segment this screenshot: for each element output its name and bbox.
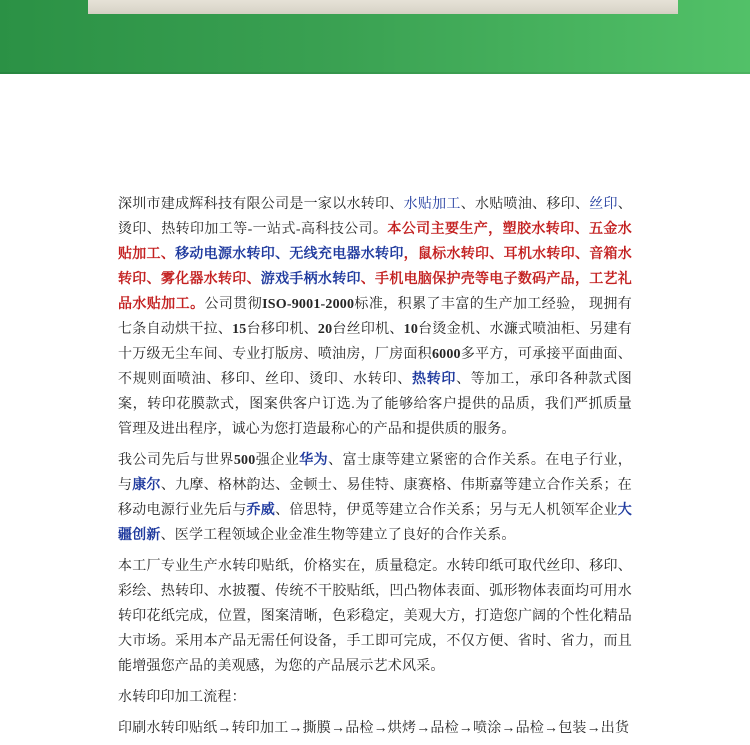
text-run: 大疆创新 bbox=[118, 503, 632, 543]
text-run: 、手机电脑保护壳等电子数码产品，工艺礼品水贴加工。 bbox=[118, 272, 632, 312]
text-run: 多平方，可承接平面曲面、不规则面喷油、移印、丝印、烫印、水转印、 bbox=[118, 347, 632, 387]
text-run: 10 bbox=[403, 322, 419, 337]
process-flow bbox=[118, 716, 632, 741]
text-run: 本工厂专业生产水转印贴纸，价格实在，质量稳定。水转印纸可取代丝印、移印、彩绘、热转印、水披覆、传统不干胶贴纸，凹凸物体表面、弧形物体表面均可用水转印花纸完成，位置，图案清晰，色彩稳定，美观大方，打造您广阔的个性化精品大市场。采用本产品无需任何设备，手工即可完成，不仅方便、省时、省力，而且能增强您产品的美观感，为您的产品展示艺术风采。 bbox=[118, 559, 632, 674]
text-run: 、医学工程领域企业金准生物等建立了良好的合作关系。 bbox=[160, 528, 516, 543]
text-run: 20 bbox=[317, 322, 333, 337]
text-run: 乔威 bbox=[246, 503, 276, 518]
text-run: 移动电源水转印、无线充电器水转印 bbox=[175, 247, 404, 262]
text-run: 水转印印加工流程： bbox=[118, 690, 246, 705]
text-run: 水贴加工 bbox=[403, 197, 461, 212]
product-paragraph bbox=[118, 554, 632, 679]
text-run: ，鼠标水转印、耳机水转印、音箱水转印、雾化器水转印、 bbox=[118, 247, 633, 287]
text-run: 公司贯彻 bbox=[204, 297, 263, 312]
intro-paragraph bbox=[118, 192, 632, 442]
text-run: 康尔 bbox=[132, 478, 161, 493]
text-run: 、九摩、格林韵达、金顿士、易佳特、康赛格、伟斯嘉等建立合作关系；在移动电源行业先后与 bbox=[118, 478, 632, 518]
text-run: 印刷水转印贴纸→转印加工→撕膜→品检→烘烤→品检→喷涂→品检→包装→出货 bbox=[118, 721, 630, 736]
text-run: 本公司主要生产，塑胶水转印、五金水贴加工、 bbox=[118, 222, 632, 262]
text-run: 游戏手柄水转印 bbox=[260, 272, 361, 287]
partial-photo-strip bbox=[88, 0, 678, 14]
text-run: 、富士康等建立紧密的合作关系。在电子行业，与 bbox=[118, 453, 632, 493]
page-header-banner bbox=[0, 0, 750, 74]
partners-paragraph bbox=[118, 448, 632, 548]
text-run: 、倍思特，伊觅等建立合作关系；另与无人机领军企业 bbox=[275, 503, 618, 518]
text-run: 我公司先后与世界 bbox=[118, 453, 234, 468]
text-run: 15 bbox=[232, 322, 247, 337]
text-run: 丝印 bbox=[589, 197, 618, 212]
text-run: 标准，积累了丰富的生产加工经验， 现拥有七条自动烘干拉、 bbox=[118, 297, 632, 337]
text-run: 、等加工，承印各种款式图案，转印花膜款式，图案供客户订选.为了能够给客户提供的品质，我们严抓质量管理及进出程序，诚心为您打造最称心的产品和提供质的服务。 bbox=[118, 372, 633, 437]
text-run: 深圳市建成辉科技有限公司是一家以水转印、 bbox=[118, 197, 404, 212]
text-run: 6000 bbox=[431, 347, 461, 362]
text-run: 华为 bbox=[299, 453, 329, 468]
text-run: 台移印机、 bbox=[246, 322, 318, 337]
text-run: 、水贴喷油、移印、 bbox=[460, 197, 590, 212]
text-run: 、烫印、热转印加工等-一站式-高科技公司。 bbox=[118, 197, 632, 237]
text-run: 强企业 bbox=[255, 453, 300, 468]
process-title bbox=[118, 685, 632, 710]
text-run: ISO-9001-2000 bbox=[262, 297, 355, 312]
text-run: 500 bbox=[233, 453, 256, 468]
text-run: 台烫金机、水濂式喷油柜、另建有十万级无尘车间、专业打版房、喷油房，厂房面积 bbox=[118, 322, 633, 362]
text-run: 台丝印机、 bbox=[332, 322, 404, 337]
company-intro-article bbox=[118, 74, 632, 741]
text-run: 热转印 bbox=[412, 372, 457, 387]
